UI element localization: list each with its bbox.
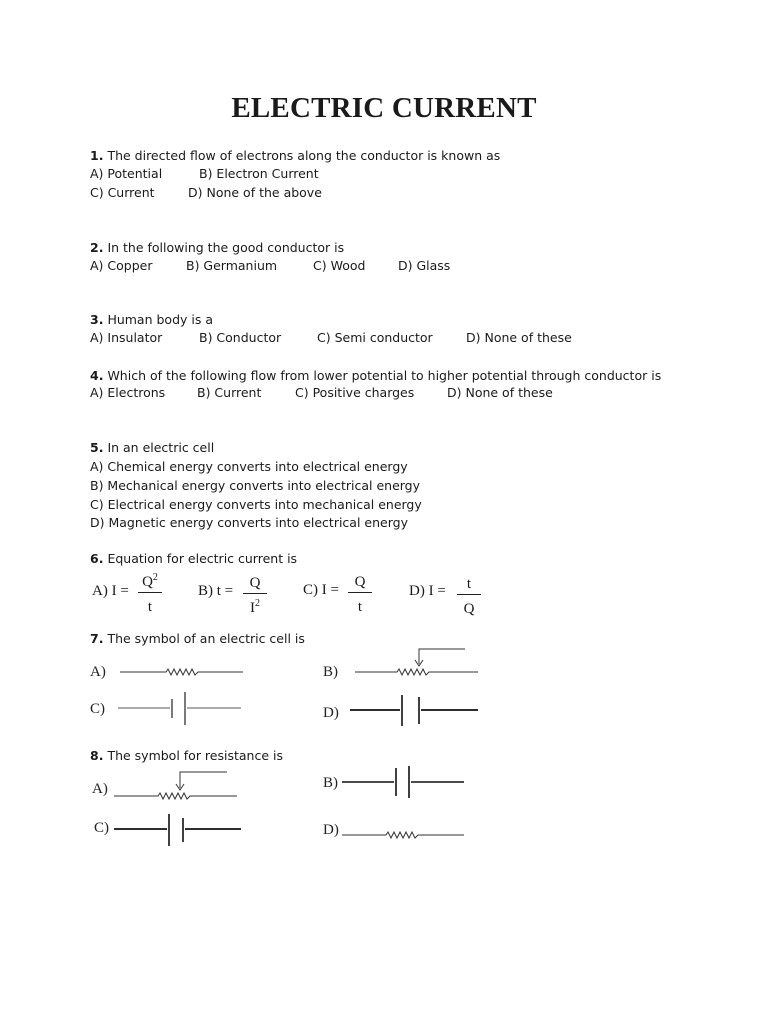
cell-symbol [350,693,480,729]
numerator: Q [354,574,366,590]
question-number: 2. [90,240,104,255]
page-title: ELECTRIC CURRENT [231,92,537,124]
question-3 [90,312,213,328]
option-8b-label: B) [323,775,338,791]
question-text: Equation for electric current is [107,551,298,566]
question-number: 4. [90,368,104,383]
variable-resistor-symbol [114,770,240,802]
option-2b: B) Germanium [186,258,278,273]
option-2d: D) Glass [398,258,451,273]
question-number: 5. [90,440,104,455]
equation-c-lead: C) I = [303,582,339,598]
question-number: 7. [90,631,104,646]
option-3a: A) Insulator [90,330,163,345]
equation-b-fraction [243,570,267,617]
denominator: t [147,599,153,615]
question-number: 3. [90,312,104,327]
question-1 [90,148,500,164]
question-text: The directed flow of electrons along the conductor is known as [107,148,501,163]
option-5d: D) Magnetic energy converts into electrical energy [90,515,408,530]
denominator: t [357,599,363,615]
numerator: Q [142,574,153,590]
fraction-bar [348,592,372,593]
option-1b: B) Electron Current [199,166,319,181]
cell-symbol [118,691,243,727]
numerator: Q [249,575,261,591]
option-4c: C) Positive charges [295,385,415,400]
question-8 [90,748,283,764]
resistor-symbol [120,664,244,680]
option-7b-label: B) [323,664,338,680]
option-8d-label: D) [323,822,339,838]
option-5b: B) Mechanical energy converts into electrical energy [90,478,421,493]
question-text: Human body is a [107,312,213,327]
option-3c: C) Semi conductor [317,330,433,345]
option-1a: A) Potential [90,166,163,181]
option-5c: C) Electrical energy converts into mechanical energy [90,497,422,512]
option-7d-label: D) [323,705,339,721]
option-5a: A) Chemical energy converts into electrical energy [90,459,408,474]
cell-symbol [114,812,242,848]
option-3d: D) None of these [466,330,572,345]
denominator-exponent: 2 [255,598,260,609]
option-4b: B) Current [197,385,262,400]
fraction-bar [138,592,162,593]
option-2c: C) Wood [313,258,366,273]
option-7c-label: C) [90,701,105,717]
option-3b: B) Conductor [199,330,282,345]
question-text: In an electric cell [107,440,215,455]
equation-c-fraction [348,569,372,616]
equation-d-lead: D) I = [409,583,446,599]
fraction-bar [457,594,481,595]
question-number: 8. [90,748,104,763]
denominator: I [250,600,255,616]
option-7a-label: A) [90,664,106,680]
question-7 [90,631,305,647]
numerator-exponent: 2 [152,572,158,583]
variable-resistor-symbol [355,647,480,681]
equation-a-lead: A) I = [92,583,129,599]
equation-a-fraction [138,569,162,616]
question-number: 6. [90,551,104,566]
option-4d: D) None of these [447,385,553,400]
question-5 [90,440,214,456]
question-text: The symbol of an electric cell is [107,631,305,646]
option-2a: A) Copper [90,258,153,273]
question-2 [90,240,344,256]
question-text: Which of the following flow from lower potential to higher potential through conductor is [107,368,662,383]
question-number: 1. [90,148,104,163]
denominator: Q [463,601,475,617]
option-8a-label: A) [92,781,108,797]
question-text: The symbol for resistance is [107,748,283,763]
question-4 [90,368,661,384]
option-8c-label: C) [94,820,109,836]
cell-symbol [342,764,466,800]
option-4a: A) Electrons [90,385,166,400]
fraction-bar [243,593,267,594]
question-6 [90,551,297,567]
resistor-symbol [342,826,466,840]
question-text: In the following the good conductor is [107,240,345,255]
equation-d-fraction [457,571,481,618]
option-1d: D) None of the above [188,185,322,200]
numerator: t [466,576,472,592]
option-1c: C) Current [90,185,155,200]
equation-b-lead: B) t = [198,583,234,599]
